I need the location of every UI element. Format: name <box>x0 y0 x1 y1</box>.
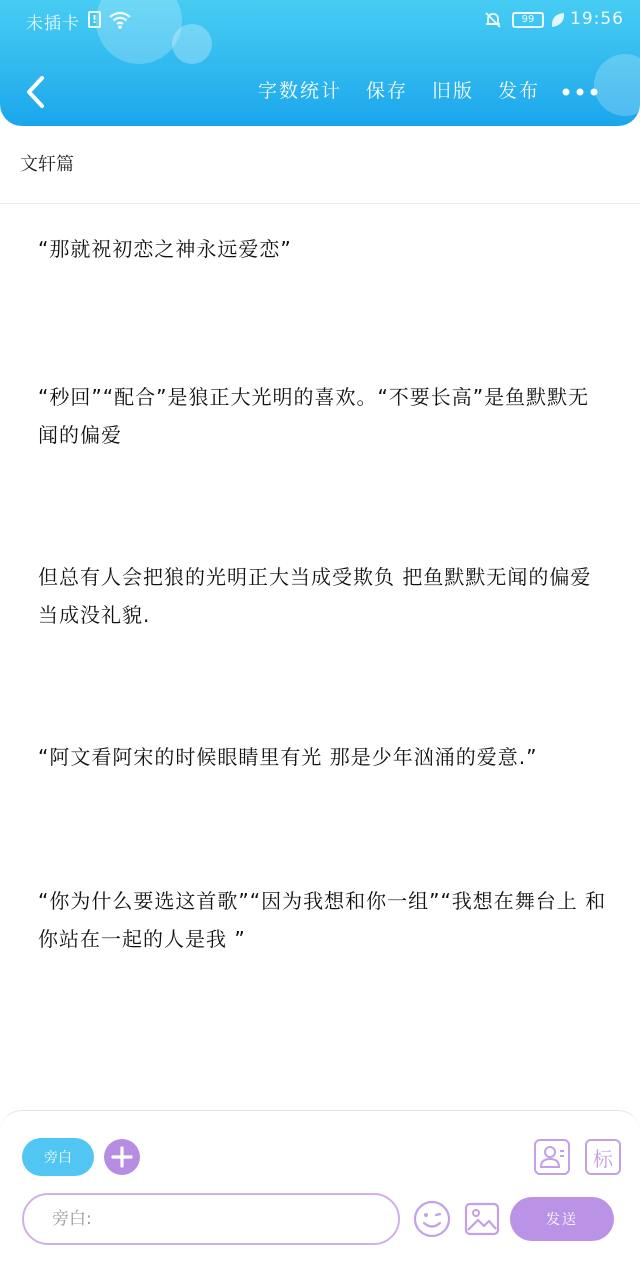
title-row <box>0 126 640 204</box>
word-count-button[interactable]: 字数统计 <box>257 80 342 102</box>
role-selector-button[interactable]: 旁白 <box>22 1138 94 1176</box>
status-bar <box>0 0 640 40</box>
chevron-left-icon <box>22 72 50 112</box>
more-dots-icon <box>558 80 602 104</box>
emoji-button[interactable] <box>412 1199 452 1239</box>
image-icon <box>462 1199 502 1239</box>
paragraph[interactable]: “那就祝初恋之神永远爱恋” <box>38 237 292 261</box>
paragraph[interactable]: “阿文看阿宋的时候眼睛里有光 那是少年汹涌的爱意.” <box>38 745 538 769</box>
plus-icon <box>104 1139 140 1175</box>
app-header <box>0 0 640 126</box>
more-button[interactable] <box>558 80 602 104</box>
character-card-button[interactable] <box>534 1139 570 1175</box>
publish-button[interactable]: 发布 <box>497 80 540 102</box>
smiley-icon <box>412 1199 452 1239</box>
sim-alert-icon: ! <box>88 11 101 28</box>
carrier-label: 未插卡 <box>26 14 80 34</box>
back-button[interactable] <box>22 72 50 112</box>
person-card-icon <box>536 1141 568 1173</box>
paragraph[interactable]: “秒回”“配合”是狼正大光明的喜欢。“不要长高”是鱼默默无闻的偏爱 <box>38 385 590 447</box>
add-role-button[interactable] <box>104 1139 140 1175</box>
battery-icon: 99 <box>512 12 544 28</box>
mark-button[interactable]: 标 <box>585 1139 621 1175</box>
save-button[interactable]: 保存 <box>365 80 408 102</box>
power-saving-leaf-icon <box>550 11 566 29</box>
document-title[interactable]: 文轩篇 <box>20 154 74 175</box>
clock: 19:56 <box>570 9 624 29</box>
toolbar-actions <box>258 76 540 104</box>
composer-panel <box>0 1110 640 1280</box>
mute-bell-icon <box>484 11 502 29</box>
paragraph[interactable]: 但总有人会把狼的光明正大当成受欺负 把鱼默默无闻的偏爱当成没礼貌. <box>38 565 592 627</box>
message-input[interactable] <box>22 1193 400 1245</box>
old-version-button[interactable]: 旧版 <box>431 80 474 102</box>
document-body <box>38 230 610 1058</box>
send-button[interactable]: 发送 <box>510 1197 614 1241</box>
paragraph[interactable]: “你为什么要选这首歌”“因为我想和你一组”“我想在舞台上 和你站在一起的人是我 ” <box>38 889 607 951</box>
wifi-icon <box>108 10 132 30</box>
image-button[interactable] <box>462 1199 502 1239</box>
